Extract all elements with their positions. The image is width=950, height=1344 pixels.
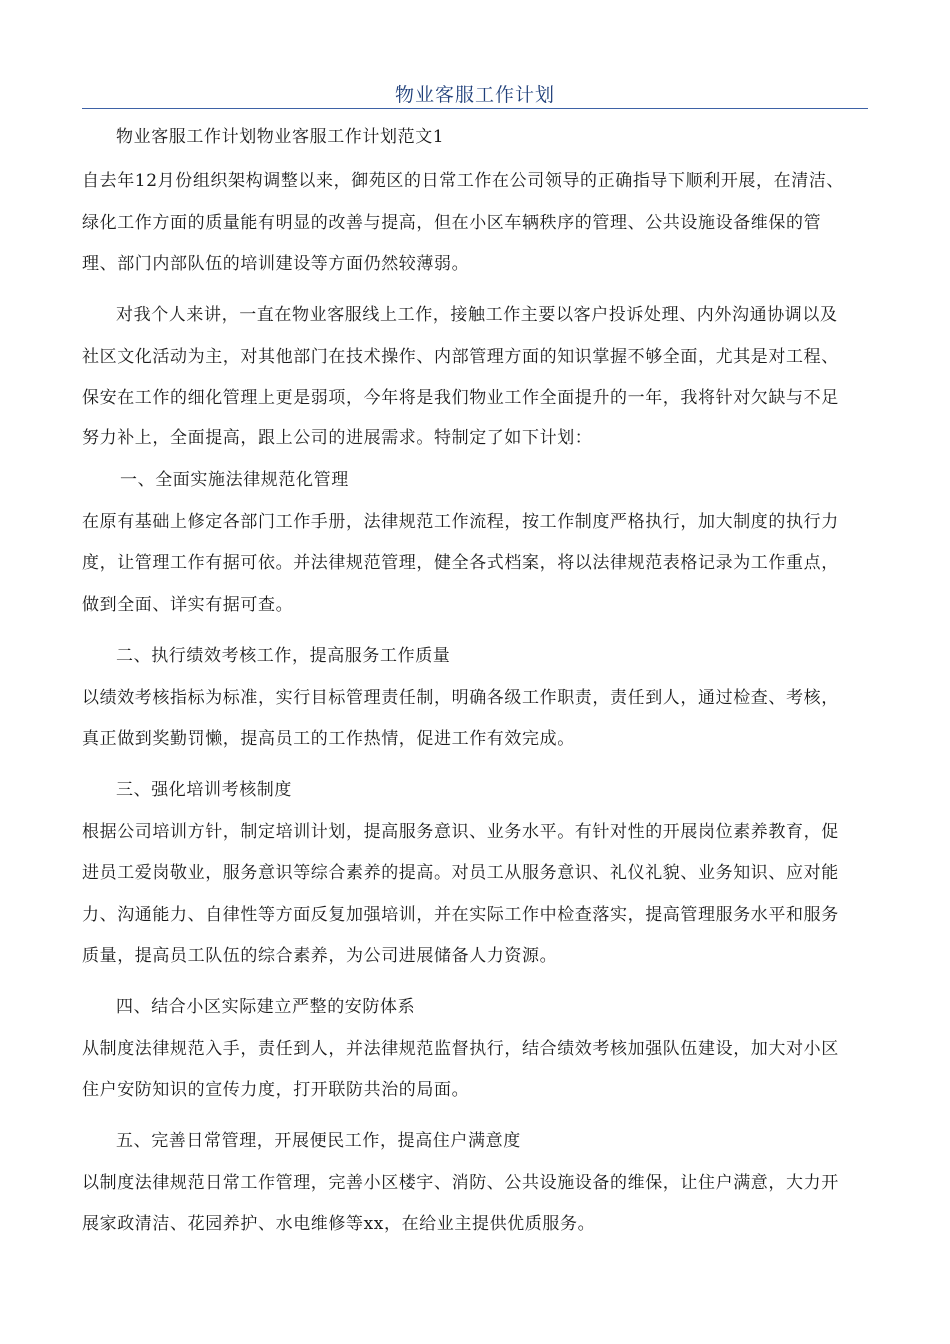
paragraph-line: 进员工爱岗敬业，服务意识等综合素养的提高。对员工从服务意识、礼仪礼貌、业务知识、应对能 bbox=[82, 863, 839, 883]
paragraph-line: 自去年12月份组织架构调整以来，御苑区的日常工作在公司领导的正确指导下顺利开展，在清洁、 bbox=[82, 171, 845, 191]
paragraph-line: 住户安防知识的宣传力度，打开联防共治的局面。 bbox=[82, 1080, 470, 1100]
paragraph-line: 社区文化活动为主，对其他部门在技术操作、内部管理方面的知识掌握不够全面，尤其是对工程、 bbox=[82, 347, 839, 367]
paragraph-line: 以制度法律规范日常工作管理，完善小区楼宇、消防、公共设施设备的维保，让住户满意，大力开 bbox=[82, 1173, 839, 1193]
paragraph-line: 质量，提高员工队伍的综合素养，为公司进展储备人力资源。 bbox=[82, 946, 558, 966]
paragraph-line: 理、部门内部队伍的培训建设等方面仍然较薄弱。 bbox=[82, 254, 470, 274]
section-heading: 一、全面实施法律规范化管理 bbox=[120, 470, 349, 490]
paragraph-line: 根据公司培训方针，制定培训计划，提高服务意识、业务水平。有针对性的开展岗位素养教育，促 bbox=[82, 822, 839, 842]
document-header-title: 物业客服工作计划 bbox=[394, 84, 555, 106]
paragraph-line: 度，让管理工作有据可依。并法律规范管理，健全各式档案，将以法律规范表格记录为工作重点， bbox=[82, 553, 839, 573]
paragraph-line: 展家政清洁、花园养护、水电维修等xx，在给业主提供优质服务。 bbox=[82, 1214, 596, 1234]
paragraph-line: 努力补上，全面提高，跟上公司的进展需求。特制定了如下计划： bbox=[82, 428, 593, 448]
paragraph-line: 力、沟通能力、自律性等方面反复加强培训，并在实际工作中检查落实，提高管理服务水平和服务 bbox=[82, 905, 839, 925]
paragraph-line: 绿化工作方面的质量能有明显的改善与提高，但在小区车辆秩序的管理、公共设施设备维保的管 bbox=[82, 213, 822, 233]
paragraph-line: 做到全面、详实有据可查。 bbox=[82, 595, 294, 615]
paragraph-line: 保安在工作的细化管理上更是弱项，今年将是我们物业工作全面提升的一年，我将针对欠缺与不足 bbox=[82, 388, 839, 408]
paragraph-line: 对我个人来讲，一直在物业客服线上工作，接触工作主要以客户投诉处理、内外沟通协调以及 bbox=[116, 305, 838, 325]
paragraph-line: 以绩效考核指标为标准，实行目标管理责任制，明确各级工作职责，责任到人，通过检查、考核， bbox=[82, 688, 839, 708]
section-heading: 四、结合小区实际建立严整的安防体系 bbox=[116, 997, 416, 1017]
section-heading: 三、强化培训考核制度 bbox=[116, 780, 292, 800]
section-heading: 五、完善日常管理，开展便民工作，提高住户满意度 bbox=[116, 1131, 521, 1151]
paragraph-line: 从制度法律规范入手，责任到人，并法律规范监督执行，结合绩效考核加强队伍建设，加大对小区 bbox=[82, 1039, 839, 1059]
paragraph-line: 真正做到奖勤罚懒，提高员工的工作热情，促进工作有效完成。 bbox=[82, 729, 575, 749]
doc-subtitle-line: 物业客服工作计划物业客服工作计划范文1 bbox=[116, 127, 445, 147]
header-divider bbox=[82, 108, 868, 109]
section-heading: 二、执行绩效考核工作，提高服务工作质量 bbox=[116, 646, 451, 666]
paragraph-line: 在原有基础上修定各部门工作手册，法律规范工作流程，按工作制度严格执行，加大制度的执行力 bbox=[82, 512, 839, 532]
